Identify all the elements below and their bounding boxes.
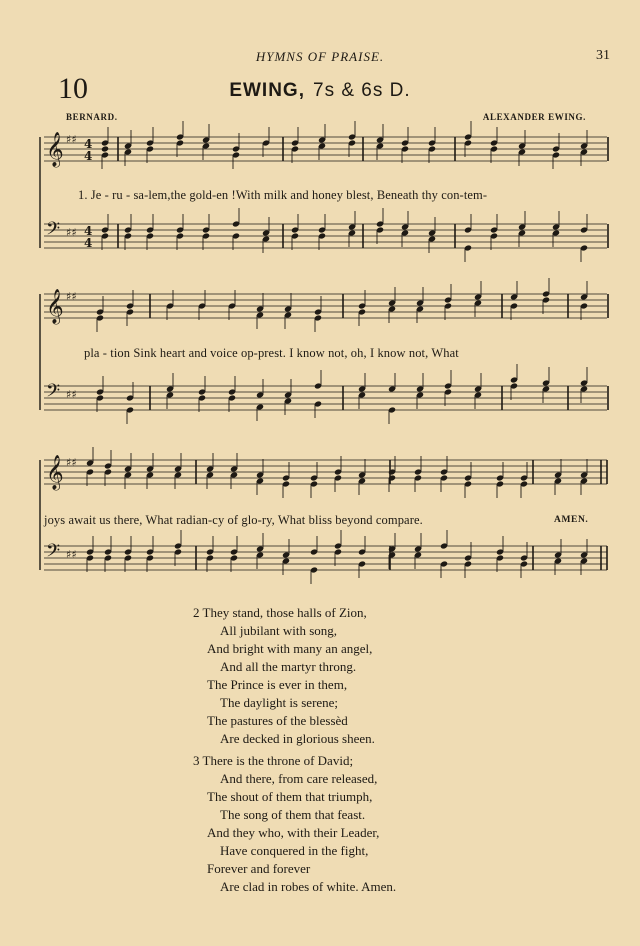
verse-line: All jubilant with song, (220, 623, 337, 638)
key-signature-icon: ♯♯ (66, 548, 77, 561)
running-head: HYMNS OF PRAISE. (255, 49, 385, 64)
composer-credit: ALEXANDER EWING. (482, 112, 586, 122)
verse-line: And there, from care released, (220, 771, 378, 786)
verse-line: And they who, with their Leader, (207, 825, 380, 840)
verse-line: Are decked in glorious sheen. (220, 731, 375, 746)
key-signature-icon: ♯♯ (66, 388, 77, 401)
time-signature-icon: 4 (84, 236, 93, 250)
time-signature-icon: 4 (84, 149, 93, 163)
verse-line: And all the martyr throng. (220, 659, 357, 674)
key-signature-icon: ♯♯ (66, 456, 77, 469)
treble-clef-icon: 𝄞 (46, 455, 64, 490)
verse-line: And bright with many an angel, (207, 641, 373, 656)
treble-clef-icon: 𝄞 (46, 132, 64, 167)
verse-line: Forever and forever (207, 861, 311, 876)
time-signature-icon: 4 (84, 137, 93, 151)
verse-line: The song of them that feast. (220, 807, 366, 822)
key-signature-icon: ♯♯ (66, 133, 77, 146)
verse-line: The Prince is ever in them, (207, 677, 348, 692)
time-signature-icon: 4 (84, 224, 93, 238)
verse-line: The pastures of the blessèd (207, 713, 348, 728)
bass-clef-icon: 𝄢 (46, 219, 61, 244)
bass-clef-icon: 𝄢 (46, 381, 61, 406)
bass-clef-icon: 𝄢 (46, 541, 61, 566)
verse-line: The shout of them that triumph, (207, 789, 373, 804)
lyric-line-1: 1. Je - ru - sa-lem,the gold-en !With milk and honey blest, Beneath thy con-tem- (78, 188, 488, 202)
key-signature-icon: ♯♯ (66, 226, 77, 239)
amen-label: AMEN. (554, 515, 589, 525)
lyric-line-2: pla - tion Sink heart and voice op-prest. I know not, oh, I know not, What (84, 346, 459, 360)
page-number: 31 (596, 48, 610, 63)
verse-line: Are clad in robes of white. Amen. (220, 879, 397, 894)
lyric-line-3: joys await us there, What radian-cy of glo-ry, What bliss beyond compare. (44, 513, 423, 527)
key-signature-icon: ♯♯ (66, 290, 77, 303)
treble-clef-icon: 𝄞 (46, 289, 64, 324)
verse-line: The daylight is serene; (220, 695, 339, 710)
notehead (101, 145, 109, 152)
verse-line: 3 There is the throne of David; (193, 753, 354, 768)
verse-line: 2 They stand, those halls of Zion, (193, 605, 367, 620)
verse-line: Have conquered in the fight, (220, 843, 369, 858)
alternate-tune-name: BERNARD. (66, 112, 118, 122)
meter: 7s & 6s D. (313, 80, 411, 101)
tune-name: EWING, (229, 80, 305, 101)
hymn-number: 10 (58, 72, 88, 105)
